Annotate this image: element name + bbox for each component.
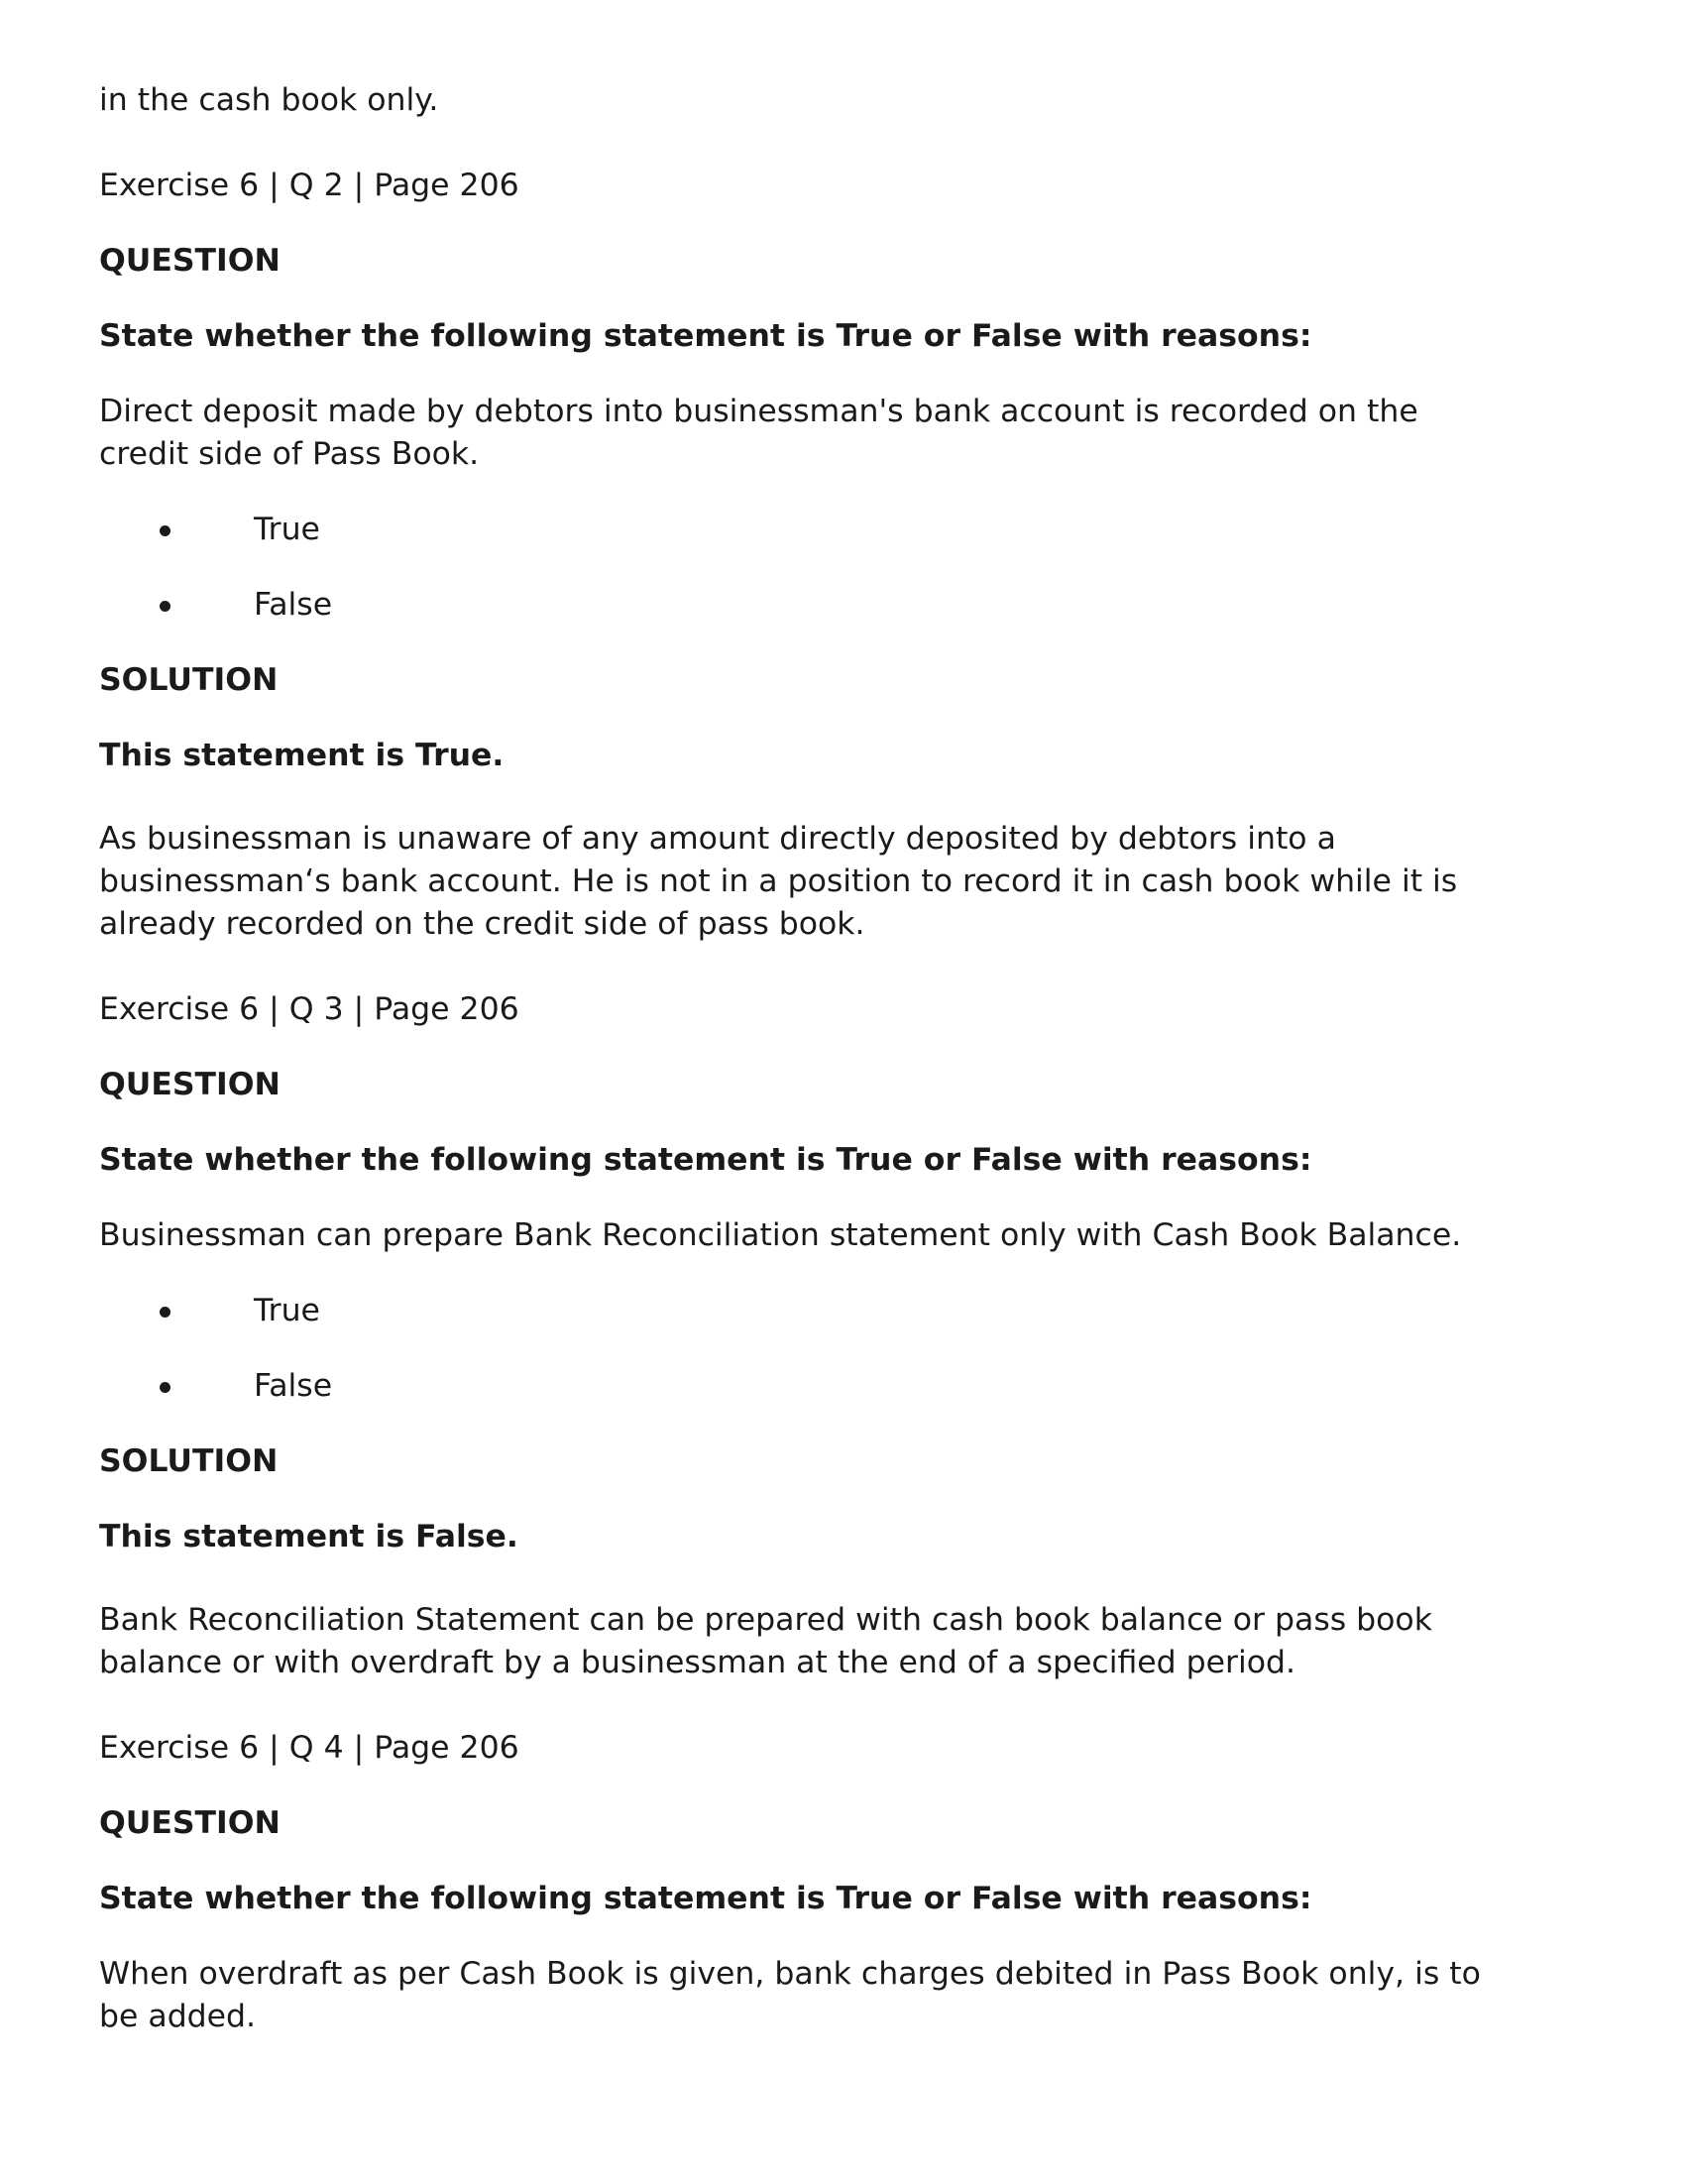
question-heading: QUESTION	[99, 1805, 281, 1841]
question-statement: Businessman can prepare Bank Reconciliation statement only with Cash Book Balance.	[99, 1217, 1462, 1253]
question-statement: credit side of Pass Book.	[99, 436, 480, 472]
option-label: False	[254, 587, 333, 623]
option-label: True	[254, 1293, 320, 1328]
question-instruction: State whether the following statement is True or False with reasons:	[99, 318, 1312, 354]
solution-heading: SOLUTION	[99, 1443, 279, 1479]
question-instruction: State whether the following statement is True or False with reasons:	[99, 1881, 1312, 1916]
exercise-reference-q4: Exercise 6 | Q 4 | Page 206	[99, 1730, 519, 1766]
bullet-icon	[160, 601, 170, 612]
bullet-icon	[160, 1382, 170, 1393]
option-label: False	[254, 1368, 333, 1404]
solution-heading: SOLUTION	[99, 662, 279, 698]
solution-reason: Bank Reconciliation Statement can be prepared with cash book balance or pass book	[99, 1602, 1432, 1638]
exercise-reference-q2: Exercise 6 | Q 2 | Page 206	[99, 168, 519, 203]
question-heading: QUESTION	[99, 1067, 281, 1102]
solution-reason: businessman‘s bank account. He is not in a position to record it in cash book while it is	[99, 863, 1458, 899]
bullet-icon	[160, 1307, 170, 1318]
option-label: True	[254, 512, 320, 547]
solution-answer: This statement is True.	[99, 738, 505, 773]
solution-answer: This statement is False.	[99, 1519, 518, 1554]
solution-reason: balance or with overdraft by a businessman at the end of a specified period.	[99, 1645, 1296, 1680]
solution-reason: already recorded on the credit side of pass book.	[99, 906, 865, 942]
solution-reason: As businessman is unaware of any amount directly deposited by debtors into a	[99, 821, 1336, 857]
question-statement: When overdraft as per Cash Book is given, bank charges debited in Pass Book only, is to	[99, 1956, 1481, 1992]
question-statement: Direct deposit made by debtors into businessman's bank account is recorded on the	[99, 394, 1418, 429]
bullet-icon	[160, 525, 170, 536]
question-statement: be added.	[99, 1999, 257, 2034]
question-instruction: State whether the following statement is True or False with reasons:	[99, 1142, 1312, 1178]
exercise-reference-q3: Exercise 6 | Q 3 | Page 206	[99, 991, 519, 1027]
question-heading: QUESTION	[99, 243, 281, 279]
continuation-text: in the cash book only.	[99, 82, 439, 118]
